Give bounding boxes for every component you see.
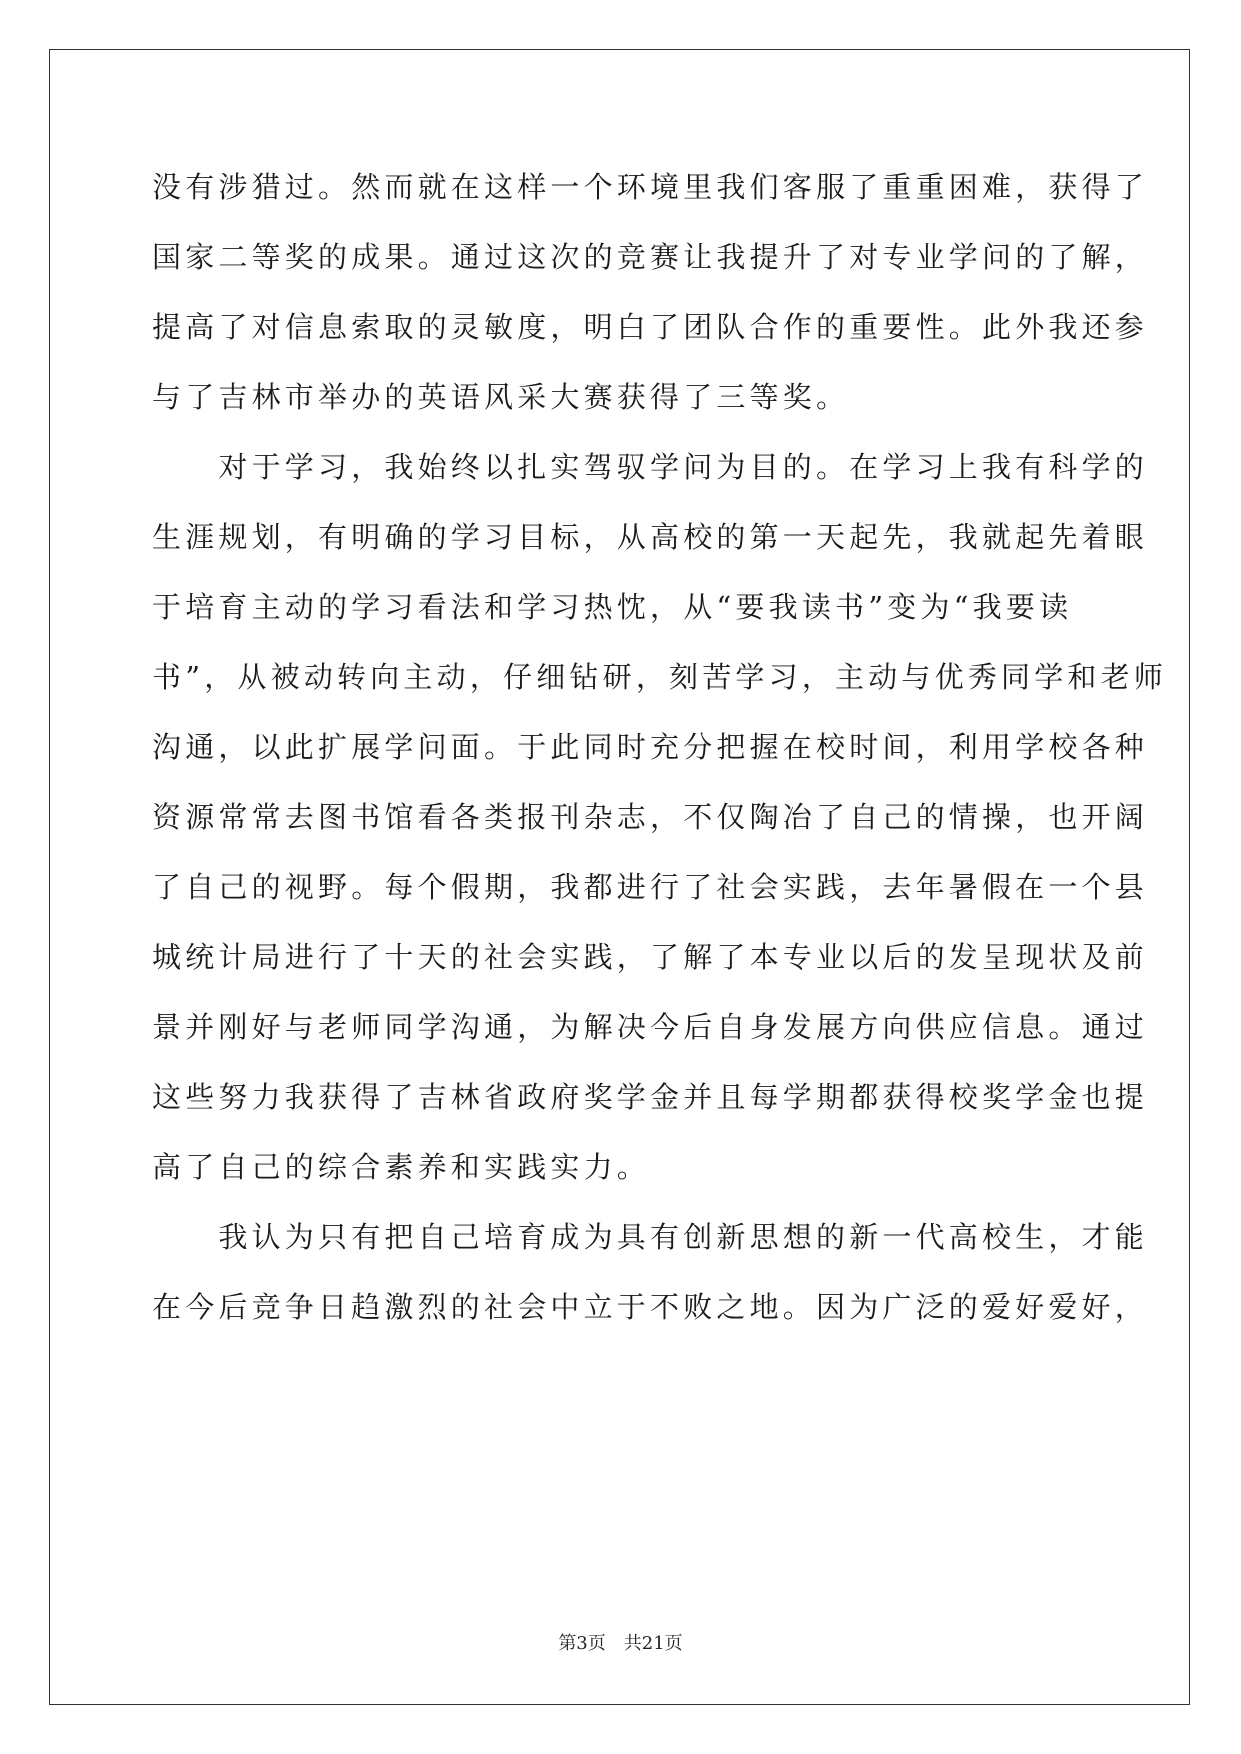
text-line: 书”，从被动转向主动，仔细钻研，刻苦学习，主动与优秀同学和老师 bbox=[152, 660, 1168, 694]
page-footer bbox=[0, 1632, 1241, 1656]
text-line: 城统计局进行了十天的社会实践，了解了本专业以后的发呈现状及前 bbox=[152, 940, 1149, 974]
text-line: 我认为只有把自己培育成为具有创新思想的新一代高校生，才能 bbox=[152, 1220, 1149, 1254]
text-line: 景并刚好与老师同学沟通，为解决今后自身发展方向供应信息。通过 bbox=[152, 1010, 1149, 1044]
text-line: 资源常常去图书馆看各类报刊杂志，不仅陶冶了自己的情操，也开阔 bbox=[152, 800, 1149, 834]
text-line: 没有涉猎过。然而就在这样一个环境里我们客服了重重困难，获得了 bbox=[152, 170, 1149, 204]
text-line: 国家二等奖的成果。通过这次的竞赛让我提升了对专业学问的了解， bbox=[152, 240, 1149, 274]
text-line: 于培育主动的学习看法和学习热忱，从“要我读书”变为“我要读 bbox=[152, 590, 1073, 624]
page-number: 第3页 bbox=[558, 1633, 606, 1654]
text-line: 了自己的视野。每个假期，我都进行了社会实践，去年暑假在一个县 bbox=[152, 870, 1149, 904]
text-line: 沟通，以此扩展学问面。于此同时充分把握在校时间，利用学校各种 bbox=[152, 730, 1149, 764]
total-pages: 共21页 bbox=[623, 1633, 683, 1654]
text-line: 高了自己的综合素养和实践实力。 bbox=[152, 1150, 651, 1184]
text-line: 对于学习，我始终以扎实驾驭学问为目的。在学习上我有科学的 bbox=[152, 450, 1149, 484]
text-line: 与了吉林市举办的英语风采大赛获得了三等奖。 bbox=[152, 380, 850, 414]
text-line: 这些努力我获得了吉林省政府奖学金并且每学期都获得校奖学金也提 bbox=[152, 1080, 1149, 1114]
text-line: 在今后竞争日趋激烈的社会中立于不败之地。因为广泛的爱好爱好， bbox=[152, 1290, 1149, 1324]
text-line: 提高了对信息索取的灵敏度，明白了团队合作的重要性。此外我还参 bbox=[152, 310, 1149, 344]
document-body bbox=[152, 152, 1168, 1342]
text-line: 生涯规划，有明确的学习目标，从高校的第一天起先，我就起先着眼 bbox=[152, 520, 1149, 554]
